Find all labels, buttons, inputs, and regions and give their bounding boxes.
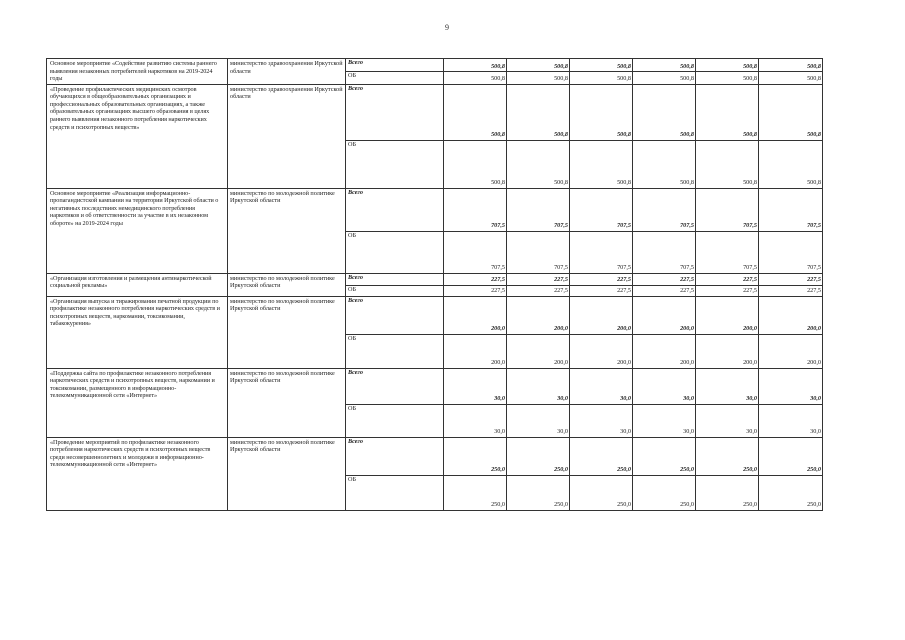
total-amount-cell: 200,0 <box>570 296 633 334</box>
total-amount-cell: 500,8 <box>507 84 570 140</box>
total-amount-cell: 200,0 <box>759 296 823 334</box>
funding-source-total: Всего <box>346 188 444 231</box>
regional-amount-cell: 30,0 <box>570 404 633 437</box>
funding-table <box>46 58 823 511</box>
regional-amount-cell: 30,0 <box>633 404 696 437</box>
responsible-executor: министерство по молодежной политике Иркутской области <box>228 437 346 510</box>
funding-source-regional: ОБ <box>346 72 444 84</box>
regional-amount-cell: 500,8 <box>633 140 696 188</box>
total-amount-cell: 500,8 <box>696 59 759 72</box>
total-amount-cell: 200,0 <box>444 296 507 334</box>
activity-description: «Проведение профилактических медицинских осмотров обучающихся в общеобразовательных организациях и профессиональных образовательных организациях, а также образовательных организациях высшего образования в целях раннего выявления незаконного потребления наркотических средств и психотропных веществ» <box>47 84 228 188</box>
total-amount-cell: 500,8 <box>444 84 507 140</box>
total-amount-cell: 200,0 <box>633 296 696 334</box>
regional-amount-cell: 500,8 <box>759 140 823 188</box>
regional-amount-cell: 707,5 <box>570 231 633 273</box>
total-amount-cell: 707,5 <box>759 188 823 231</box>
regional-amount-cell: 30,0 <box>696 404 759 437</box>
funding-source-total: Всего <box>346 59 444 72</box>
regional-amount-cell: 250,0 <box>696 475 759 510</box>
total-amount-cell: 500,8 <box>507 59 570 72</box>
activity-description: «Поддержка сайта по профилактике незаконного потребления наркотических средств и психотропных веществ, наркомании и токсикомании, размещенного в информационно-телекоммуникационной сети «Интернет» <box>47 368 228 437</box>
regional-amount-cell: 227,5 <box>570 285 633 296</box>
regional-amount-cell: 500,8 <box>570 140 633 188</box>
regional-amount-cell: 500,8 <box>759 72 823 84</box>
regional-amount-cell: 707,5 <box>444 231 507 273</box>
funding-source-total: Всего <box>346 273 444 285</box>
regional-amount-cell: 227,5 <box>696 285 759 296</box>
activity-description: «Проведение мероприятий по профилактике незаконного потребления наркотических средств и психотропных веществ среди несовершеннолетних и молодежи в информационно-телекоммуникационной сети «Интернет» <box>47 437 228 510</box>
regional-amount-cell: 500,8 <box>633 72 696 84</box>
total-amount-cell: 707,5 <box>507 188 570 231</box>
total-amount-cell: 30,0 <box>633 368 696 404</box>
regional-amount-cell: 227,5 <box>444 285 507 296</box>
regional-amount-cell: 707,5 <box>507 231 570 273</box>
total-amount-cell: 707,5 <box>696 188 759 231</box>
total-amount-cell: 250,0 <box>444 437 507 475</box>
funding-source-regional: ОБ <box>346 475 444 510</box>
funding-source-total: Всего <box>346 437 444 475</box>
regional-amount-cell: 500,8 <box>570 72 633 84</box>
activity-description: Основное мероприятие «Содействие развитию системы раннего выявления незаконных потребителей наркотиков на 2019-2024 годы <box>47 59 228 85</box>
table-row <box>47 437 823 475</box>
total-amount-cell: 500,8 <box>570 59 633 72</box>
regional-amount-cell: 30,0 <box>507 404 570 437</box>
total-amount-cell: 30,0 <box>507 368 570 404</box>
table-row <box>47 368 823 404</box>
regional-amount-cell: 200,0 <box>570 334 633 368</box>
regional-amount-cell: 200,0 <box>633 334 696 368</box>
total-amount-cell: 227,5 <box>444 273 507 285</box>
total-amount-cell: 200,0 <box>507 296 570 334</box>
regional-amount-cell: 200,0 <box>696 334 759 368</box>
responsible-executor: министерство по молодежной политике Иркутской области <box>228 296 346 368</box>
regional-amount-cell: 30,0 <box>759 404 823 437</box>
regional-amount-cell: 227,5 <box>633 285 696 296</box>
table-row <box>47 84 823 140</box>
regional-amount-cell: 250,0 <box>444 475 507 510</box>
total-amount-cell: 500,8 <box>633 59 696 72</box>
total-amount-cell: 250,0 <box>696 437 759 475</box>
page-number: 9 <box>445 23 449 32</box>
total-amount-cell: 500,8 <box>759 84 823 140</box>
responsible-executor: министерство здравоохранения Иркутской области <box>228 84 346 188</box>
responsible-executor: министерство здравоохранения Иркутской области <box>228 59 346 85</box>
regional-amount-cell: 200,0 <box>759 334 823 368</box>
table-row <box>47 296 823 334</box>
total-amount-cell: 227,5 <box>570 273 633 285</box>
total-amount-cell: 30,0 <box>759 368 823 404</box>
total-amount-cell: 250,0 <box>759 437 823 475</box>
funding-source-regional: ОБ <box>346 231 444 273</box>
table-row <box>47 188 823 231</box>
total-amount-cell: 227,5 <box>507 273 570 285</box>
activity-description: «Организация выпуска и тиражирования печатной продукции по профилактике незаконного потребления наркотических средств и психотропных веществ, наркомании, токсикомании, табакокурения» <box>47 296 228 368</box>
regional-amount-cell: 200,0 <box>444 334 507 368</box>
total-amount-cell: 500,8 <box>444 59 507 72</box>
regional-amount-cell: 500,8 <box>507 140 570 188</box>
regional-amount-cell: 500,8 <box>444 72 507 84</box>
funding-source-regional: ОБ <box>346 285 444 296</box>
total-amount-cell: 500,8 <box>696 84 759 140</box>
regional-amount-cell: 227,5 <box>759 285 823 296</box>
funding-source-regional: ОБ <box>346 334 444 368</box>
funding-source-regional: ОБ <box>346 140 444 188</box>
regional-amount-cell: 250,0 <box>759 475 823 510</box>
total-amount-cell: 250,0 <box>570 437 633 475</box>
total-amount-cell: 227,5 <box>759 273 823 285</box>
regional-amount-cell: 250,0 <box>633 475 696 510</box>
table-body <box>47 59 823 511</box>
total-amount-cell: 200,0 <box>696 296 759 334</box>
funding-source-total: Всего <box>346 296 444 334</box>
regional-amount-cell: 500,8 <box>696 140 759 188</box>
total-amount-cell: 707,5 <box>444 188 507 231</box>
total-amount-cell: 500,8 <box>633 84 696 140</box>
activity-description: Основное мероприятие «Реализация информационно-пропагандистской кампании на территории Иркутской области о негативных последствиях немедицинского потребления наркотиков и об ответственности за участие в их незаконном обороте» на 2019-2024 годы <box>47 188 228 273</box>
funding-source-total: Всего <box>346 368 444 404</box>
regional-amount-cell: 30,0 <box>444 404 507 437</box>
total-amount-cell: 250,0 <box>507 437 570 475</box>
regional-amount-cell: 500,8 <box>507 72 570 84</box>
total-amount-cell: 30,0 <box>570 368 633 404</box>
regional-amount-cell: 707,5 <box>759 231 823 273</box>
regional-amount-cell: 227,5 <box>507 285 570 296</box>
responsible-executor: министерство по молодежной политике Иркутской области <box>228 188 346 273</box>
total-amount-cell: 30,0 <box>444 368 507 404</box>
regional-amount-cell: 500,8 <box>444 140 507 188</box>
table-row <box>47 273 823 285</box>
total-amount-cell: 500,8 <box>570 84 633 140</box>
activity-description: «Организация изготовления и размещения антинаркотической социальной рекламы» <box>47 273 228 296</box>
total-amount-cell: 250,0 <box>633 437 696 475</box>
responsible-executor: министерство по молодежной политике Иркутской области <box>228 273 346 296</box>
total-amount-cell: 227,5 <box>633 273 696 285</box>
table-row <box>47 59 823 72</box>
regional-amount-cell: 250,0 <box>507 475 570 510</box>
total-amount-cell: 30,0 <box>696 368 759 404</box>
funding-source-total: Всего <box>346 84 444 140</box>
funding-source-regional: ОБ <box>346 404 444 437</box>
total-amount-cell: 500,8 <box>759 59 823 72</box>
total-amount-cell: 707,5 <box>633 188 696 231</box>
total-amount-cell: 707,5 <box>570 188 633 231</box>
regional-amount-cell: 707,5 <box>696 231 759 273</box>
regional-amount-cell: 500,8 <box>696 72 759 84</box>
responsible-executor: министерство по молодежной политике Иркутской области <box>228 368 346 437</box>
total-amount-cell: 227,5 <box>696 273 759 285</box>
regional-amount-cell: 250,0 <box>570 475 633 510</box>
regional-amount-cell: 200,0 <box>507 334 570 368</box>
regional-amount-cell: 707,5 <box>633 231 696 273</box>
